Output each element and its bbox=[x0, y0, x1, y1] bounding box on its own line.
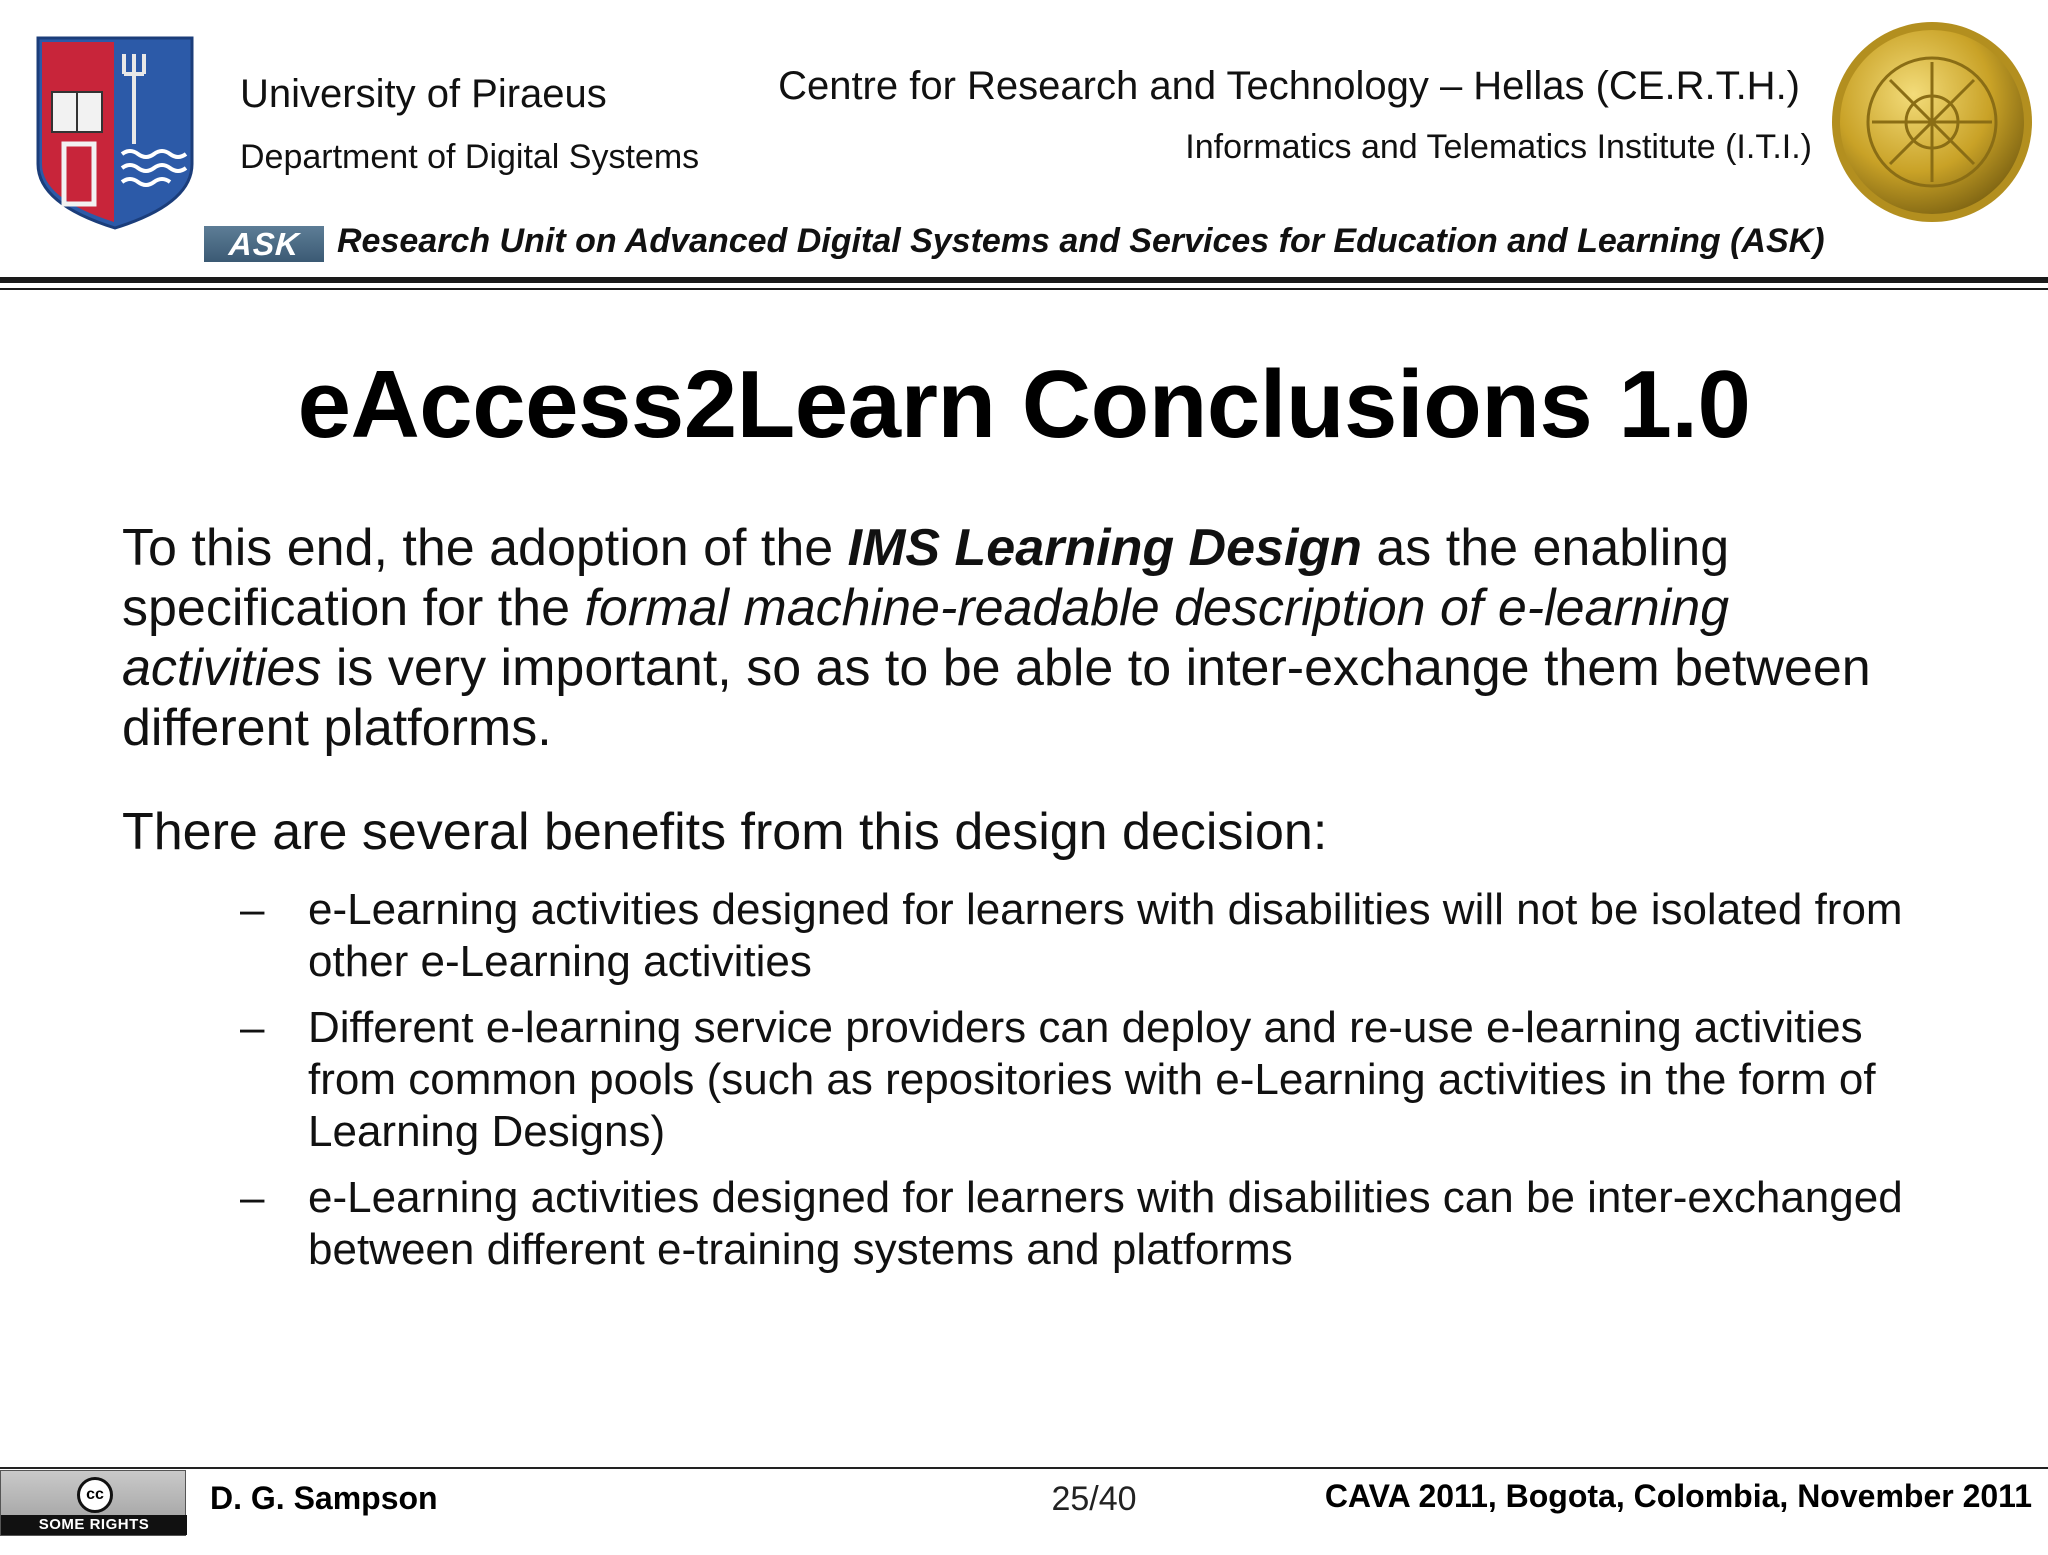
university-name: University of Piraeus bbox=[240, 72, 607, 116]
page-number: 25/40 bbox=[1051, 1480, 1137, 1518]
bullet-text: e-Learning activities designed for learners with disabilities can be inter-exchanged between different e-training systems and platforms bbox=[308, 1173, 1903, 1274]
bullet-dash: – bbox=[240, 1003, 265, 1052]
list-item bbox=[240, 884, 1920, 988]
institute-name: Informatics and Telematics Institute (I.T.I.) bbox=[1185, 128, 1812, 166]
slide-title: eAccess2Learn Conclusions 1.0 bbox=[297, 351, 1751, 458]
ask-badge-logo bbox=[204, 226, 324, 262]
paragraph-ims-learning-design bbox=[122, 518, 1942, 758]
para1-emphasis-description: formal machine-readable description of e-learning activities bbox=[122, 579, 1730, 697]
header-divider bbox=[0, 277, 2048, 283]
para1-text-2: as the enabling specification for the bbox=[122, 519, 1730, 637]
event-info: CAVA 2011, Bogota, Colombia, November 2011 bbox=[1324, 1478, 2032, 1514]
footer-divider bbox=[0, 1467, 2048, 1469]
header-divider-thin bbox=[0, 288, 2048, 290]
para1-text-1: To this end, the adoption of the bbox=[122, 519, 848, 577]
ask-badge-text: ASK bbox=[227, 226, 301, 262]
creative-commons-icon: cc bbox=[77, 1477, 113, 1513]
para1-text-3: is very important, so as to be able to inter-exchange them between different platforms. bbox=[122, 639, 1871, 757]
para1-emphasis-ims: IMS Learning Design bbox=[847, 519, 1362, 577]
university-of-piraeus-logo bbox=[34, 34, 196, 230]
paragraph-benefits-intro: There are several benefits from this design decision: bbox=[122, 803, 1328, 861]
author-name: D. G. Sampson bbox=[210, 1480, 438, 1516]
list-item bbox=[240, 1172, 1920, 1276]
certh-seal-logo bbox=[1828, 18, 2036, 226]
benefits-list bbox=[240, 884, 1920, 1290]
research-unit-name: Research Unit on Advanced Digital Systems and Services for Education and Learning (ASK) bbox=[337, 222, 1825, 260]
department-name: Department of Digital Systems bbox=[240, 138, 700, 176]
bullet-text: Different e-learning service providers can deploy and re-use e-learning activities from common pools (such as repositories with e-Learning activities in the form of Learning Designs) bbox=[308, 1003, 1876, 1156]
bullet-text: e-Learning activities designed for learners with disabilities will not be isolated from other e-Learning activities bbox=[308, 885, 1903, 986]
cc-badge-text: SOME RIGHTS RESERVED bbox=[1, 1515, 187, 1535]
bullet-dash: – bbox=[240, 885, 265, 934]
list-item bbox=[240, 1002, 1920, 1158]
bullet-dash: – bbox=[240, 1173, 265, 1222]
centre-name: Centre for Research and Technology – Hellas (CE.R.T.H.) bbox=[778, 64, 1800, 108]
